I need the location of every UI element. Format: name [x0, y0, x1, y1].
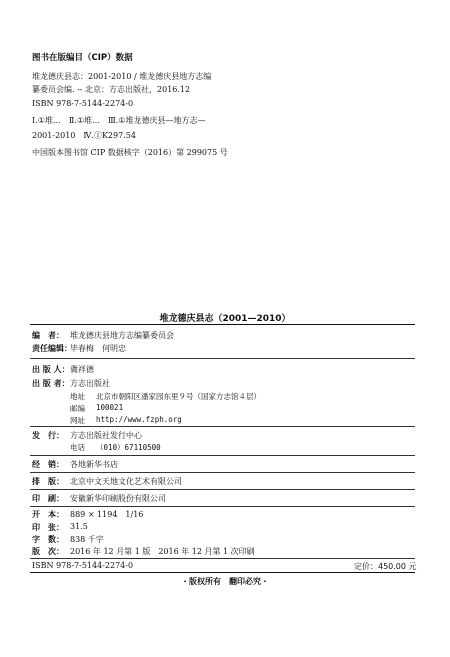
sales-label: 经 销： [32, 460, 64, 469]
publisher-label: 出 版 者： [32, 379, 70, 388]
price: 定价：450.00 元 [354, 562, 417, 571]
address-value: 北京市朝阳区潘家园东里９号（国家方志馆４层） [96, 392, 261, 401]
publisher-person-label: 出 版 人： [32, 365, 70, 374]
format-label: 开 本： [32, 510, 64, 519]
sheets-value: 31.5 [70, 522, 88, 531]
divider [30, 455, 415, 456]
edition-label: 版 次： [32, 547, 64, 556]
publisher-value: 方志出版社 [70, 379, 110, 388]
editors-label: 编 者： [32, 331, 64, 340]
responsible-editors-value: 毕春梅 何明忠 [70, 344, 126, 353]
copyright-notice: ・版权所有 翻印必究・ [181, 577, 269, 586]
cip-line: Ⅰ.①堆… Ⅱ.①堆… Ⅲ.①堆龙德庆县—地方志— [32, 116, 206, 125]
divider [30, 489, 415, 490]
divider [30, 426, 415, 427]
phone-value: （010）67110500 [96, 443, 161, 452]
postcode-value: 100021 [96, 403, 124, 412]
sales-value: 各地新华书店 [70, 460, 118, 469]
typesetting-value: 北京中文天地文化艺术有限公司 [70, 477, 182, 486]
cip-title: 图书在版编目（CIP）数据 [32, 53, 133, 63]
cip-line: 2001-2010 Ⅳ.①K297.54 [32, 131, 136, 140]
printing-label: 印 刷： [32, 494, 64, 503]
typesetting-label: 排 版： [32, 477, 64, 486]
distribution-value: 方志出版社发行中心 [70, 431, 142, 440]
editors-value: 堆龙德庆县地方志编纂委员会 [70, 331, 174, 340]
words-label: 字 数： [32, 535, 64, 544]
phone-label: 电话 [70, 443, 85, 452]
divider [30, 324, 415, 325]
book-title: 堆龙德庆县志（2001—2010） [159, 314, 291, 324]
cip-line: ISBN 978-7-5144-2274-0 [32, 99, 134, 108]
words-value: 838 千字 [70, 535, 104, 544]
website-label: 网址 [70, 416, 85, 425]
format-value: 889 × 1194 1/16 [70, 510, 144, 519]
divider [30, 558, 415, 559]
address-label: 地址 [70, 392, 85, 401]
cip-line: 中国版本图书馆 CIP 数据核字（2016）第 299075 号 [32, 148, 228, 157]
divider [30, 472, 415, 473]
edition-value: 2016 年 12 月第 1 版 2016 年 12 月第 1 次印刷 [70, 547, 255, 556]
isbn: ISBN 978-7-5144-2274-0 [32, 561, 134, 570]
divider [30, 506, 415, 507]
website-value: http://www.fzph.org [96, 415, 182, 424]
cip-line: 纂委员会编. -- 北京：方志出版社，2016.12 [32, 85, 191, 94]
printing-value: 安徽新华印刷股份有限公司 [70, 494, 166, 503]
postcode-label: 邮编 [70, 404, 85, 413]
cip-line: 堆龙德庆县志：2001-2010 / 堆龙德庆县地方志编 [32, 72, 212, 81]
responsible-editors-label: 责任编辑： [32, 344, 72, 353]
divider [30, 572, 415, 573]
distribution-label: 发 行： [32, 431, 64, 440]
publisher-person-value: 冀祥德 [70, 365, 94, 374]
divider [30, 358, 415, 359]
sheets-label: 印 张： [32, 523, 64, 532]
